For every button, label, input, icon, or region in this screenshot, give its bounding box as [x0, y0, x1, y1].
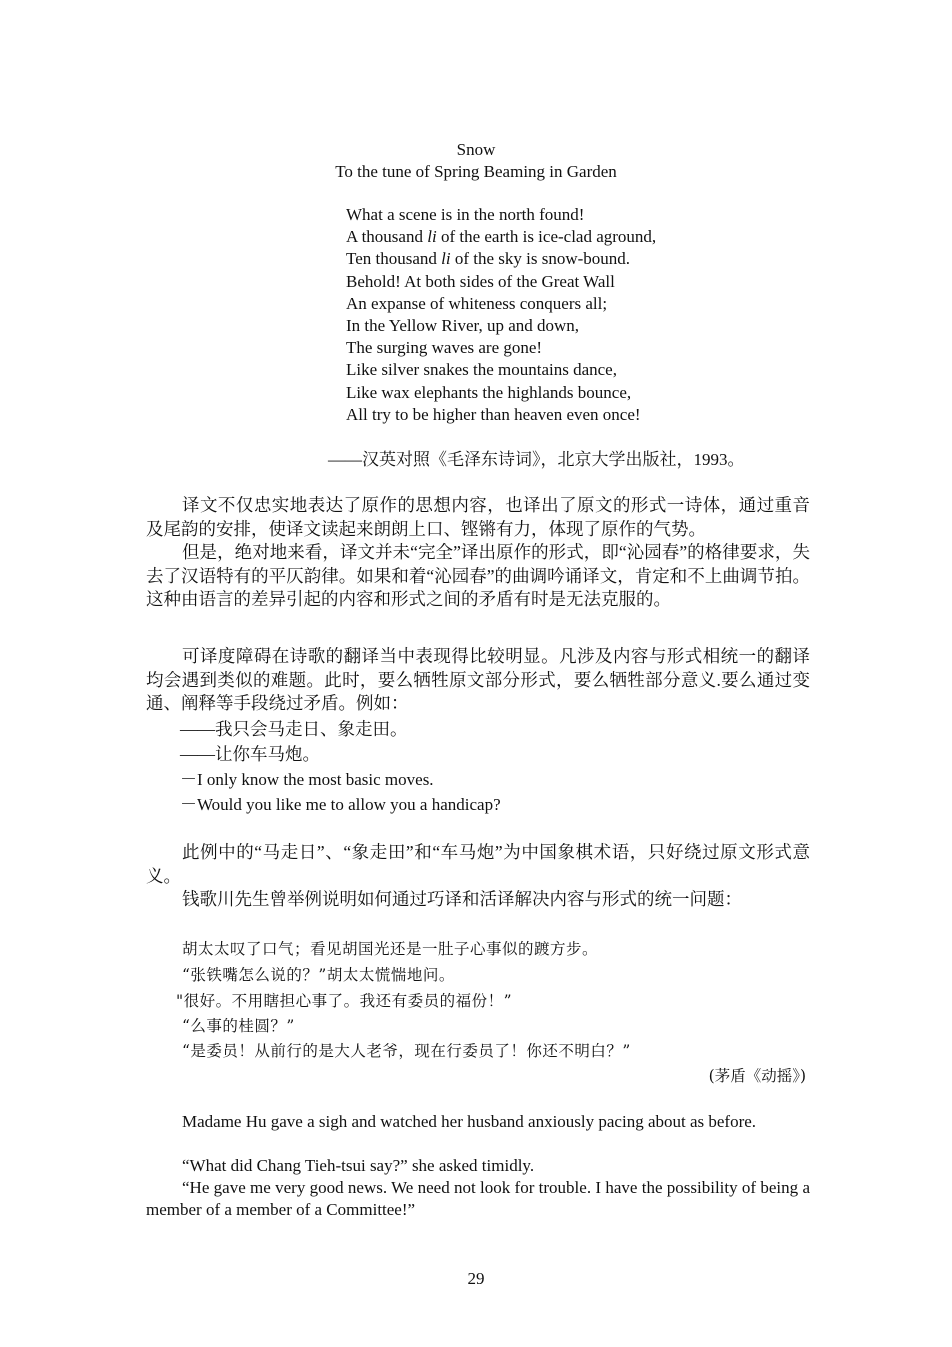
- example-chinese-2: ——让你车马炮。: [180, 744, 320, 764]
- example-english-2: －Would you like me to allow you a handicap?: [180, 795, 501, 814]
- quote-source: (茅盾《动摇》): [708, 1067, 806, 1085]
- poem-subtitle: To the tune of Spring Beaming in Garden: [335, 162, 617, 181]
- quote-line: "很好。不用瞎担心事了。我还有委员的福份！”: [176, 992, 513, 1010]
- quote-line: 胡太太叹了口气；看见胡国光还是一肚子心事似的踱方步。: [182, 940, 599, 958]
- paragraph-1: 译文不仅忠实地表达了原作的思想内容，也译出了原文的形式一诗体，通过重音及尾韵的安排，使译文读起来朗朗上口、铿锵有力，体现了原作的气势。: [146, 495, 810, 539]
- quote-line: “张铁嘴怎么说的？”胡太太慌惴地问。: [182, 966, 455, 984]
- poem-line: All try to be higher than heaven even once!: [346, 404, 641, 424]
- example-chinese-1: ——我只会马走日、象走田。: [180, 719, 408, 739]
- poem-line: The surging waves are gone!: [346, 338, 543, 358]
- page-number: 29: [467, 1269, 485, 1288]
- poem-line: In the Yellow River, up and down,: [346, 315, 580, 335]
- english-paragraph-3: “He gave me very good news. We need not look for trouble. I have the possibility of being a member of a member of a Committee!”: [146, 1178, 810, 1219]
- example-english-1: －I only know the most basic moves.: [180, 770, 434, 789]
- poem-title: Snow: [456, 140, 496, 159]
- poem-source-citation: ——汉英对照《毛泽东诗词》，北京大学出版社，1993。: [328, 450, 745, 469]
- paragraph-3: 可译度障碍在诗歌的翻译当中表现得比较明显。凡涉及内容与形式相统一的翻译均会遇到类似的难题。此时，要么牺牲原文部分形式，要么牺牲部分意义.要么通过变通、阐释等手段绕过矛盾。例如：: [146, 646, 810, 714]
- english-paragraph-1: Madame Hu gave a sigh and watched her husband anxiously pacing about as before.: [182, 1112, 757, 1131]
- poem-line: A thousand li of the earth is ice-clad aground,: [346, 227, 657, 247]
- paragraph-5: 钱歌川先生曾举例说明如何通过巧译和活译解决内容与形式的统一问题：: [182, 889, 742, 909]
- poem-line: Like wax elephants the highlands bounce,: [346, 382, 632, 402]
- poem-line: An expanse of whiteness conquers all;: [346, 293, 608, 313]
- quote-line: “么事的桂圆？”: [182, 1017, 295, 1035]
- poem-line: Ten thousand li of the sky is snow-bound.: [346, 249, 631, 269]
- quote-line: “是委员！从前行的是大人老爷，现在行委员了！你还不明白？”: [182, 1042, 631, 1060]
- poem-translation: [346, 204, 656, 426]
- poem-line: What a scene is in the north found!: [346, 205, 585, 224]
- poem-line: Like silver snakes the mountains dance,: [346, 360, 617, 380]
- poem-line: Behold! At both sides of the Great Wall: [346, 271, 615, 291]
- paragraph-4: 此例中的“马走日”、“象走田”和“车马炮”为中国象棋术语，只好绕过原文形式意义。: [146, 842, 810, 886]
- paragraph-2: 但是，绝对地来看，译文并未“完全”译出原作的形式，即“沁园春”的格律要求，失去了汉语特有的平仄韵律。如果和着“沁园春”的曲调吟诵译文，肯定和不上曲调节拍。这种由语言的差异引起的内容和形式之间的矛盾有时是无法克服的。: [146, 542, 810, 610]
- english-paragraph-2: “What did Chang Tieh-tsui say?” she asked timidly.: [182, 1156, 535, 1175]
